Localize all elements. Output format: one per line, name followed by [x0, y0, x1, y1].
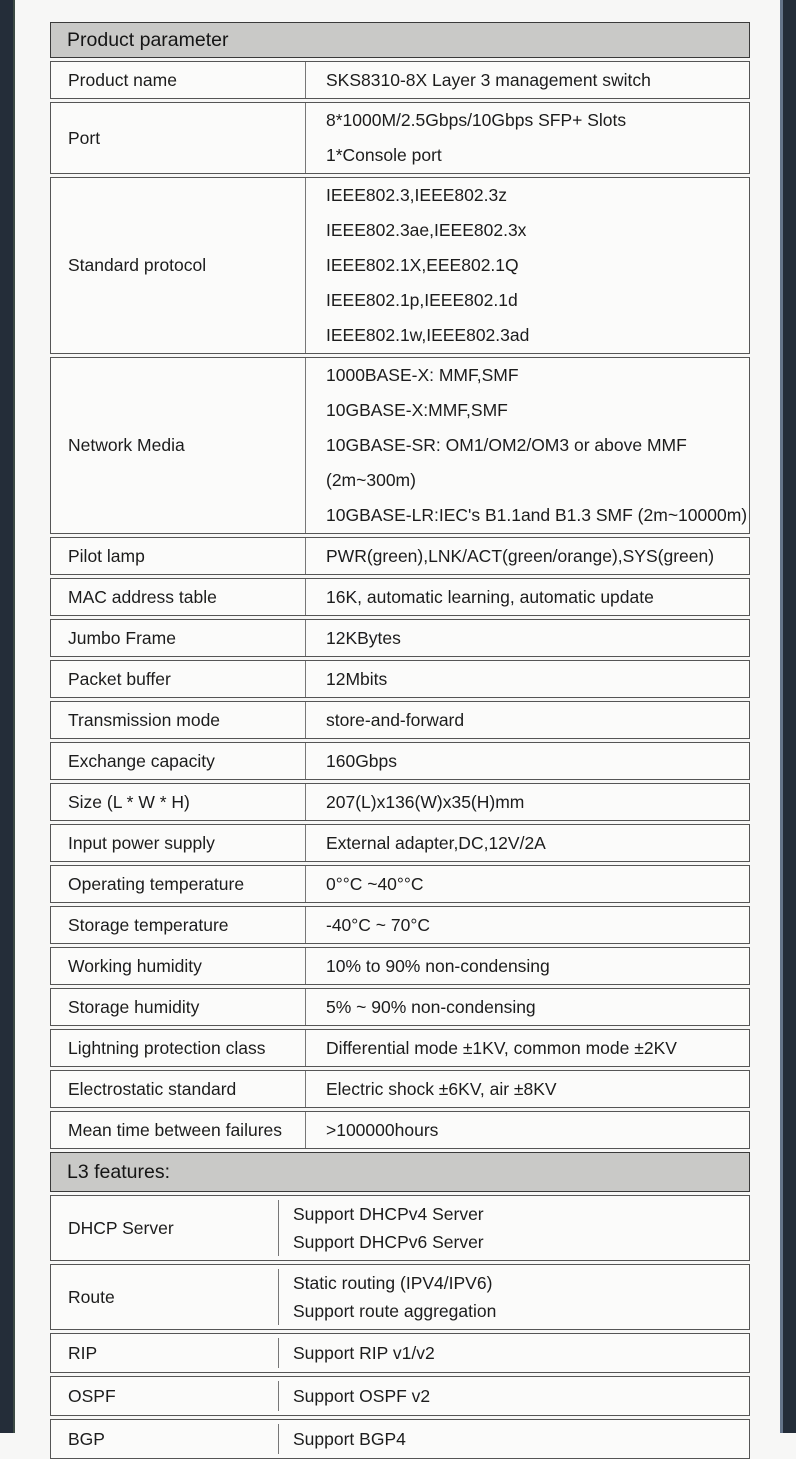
spec-row-value — [279, 1381, 749, 1411]
spec-row-label: Jumbo Frame — [51, 620, 306, 656]
spec-row — [50, 742, 750, 780]
spec-row-label: RIP — [51, 1338, 279, 1368]
spec-value-line: IEEE802.1w,IEEE802.3ad — [326, 325, 530, 345]
spec-row-label: Packet buffer — [51, 661, 306, 697]
spec-value-line: Support DHCPv4 Server — [293, 1204, 484, 1224]
spec-row-value — [306, 1112, 749, 1148]
spec-value-line: Support OSPF v2 — [293, 1386, 431, 1406]
spec-row-value — [306, 579, 749, 615]
spec-value-line: IEEE802.3,IEEE802.3z — [326, 185, 507, 205]
spec-row — [50, 1376, 750, 1416]
spec-row — [50, 537, 750, 575]
spec-value-line: Static routing (IPV4/IPV6) — [293, 1273, 493, 1293]
spec-value-line: IEEE802.3ae,IEEE802.3x — [326, 220, 527, 240]
spec-row-value — [306, 1030, 749, 1066]
l3-features-header: L3 features: — [50, 1152, 750, 1192]
spec-row-label: Storage humidity — [51, 989, 306, 1025]
spec-row — [50, 1333, 750, 1373]
spec-value-line: External adapter,DC,12V/2A — [326, 832, 546, 853]
spec-row-value — [306, 702, 749, 738]
spec-row-value — [306, 825, 749, 861]
spec-row-value — [306, 743, 749, 779]
spec-row-label: Size (L * W * H) — [51, 784, 306, 820]
spec-value-line: 1000BASE-X: MMF,SMF — [326, 365, 519, 385]
spec-row — [50, 865, 750, 903]
spec-row-label: Operating temperature — [51, 866, 306, 902]
spec-value-line: 10% to 90% non-condensing — [326, 955, 550, 976]
spec-row — [50, 1195, 750, 1261]
spec-value-line: 12Mbits — [326, 668, 388, 689]
spec-row-value — [279, 1424, 749, 1454]
spec-value-line: 160Gbps — [326, 750, 398, 771]
product-parameter-header: Product parameter — [50, 22, 750, 58]
spec-row-value — [306, 178, 749, 353]
spec-value-line: 16K, automatic learning, automatic update — [326, 586, 654, 607]
spec-row-value — [306, 989, 749, 1025]
spec-value-line: Electric shock ±6KV, air ±8KV — [326, 1078, 557, 1099]
spec-row-value — [306, 620, 749, 656]
spec-value-line: SKS8310-8X Layer 3 management switch — [326, 69, 651, 90]
spec-row-value — [306, 538, 749, 574]
spec-row-label: DHCP Server — [51, 1200, 279, 1256]
spec-row-label: Storage temperature — [51, 907, 306, 943]
spec-row-value — [306, 62, 749, 98]
spec-row-label: Mean time between failures — [51, 1112, 306, 1148]
spec-row — [50, 1070, 750, 1108]
spec-row — [50, 1419, 750, 1459]
spec-sheet-page — [15, 0, 780, 1449]
spec-row — [50, 177, 750, 354]
spec-value-line: >100000hours — [326, 1119, 439, 1140]
spec-row-value — [306, 784, 749, 820]
spec-row-label: Electrostatic standard — [51, 1071, 306, 1107]
l3-features-rows — [50, 1195, 750, 1459]
spec-row — [50, 1264, 750, 1330]
spec-value-line: 1*Console port — [326, 145, 442, 165]
spec-row-label: Exchange capacity — [51, 743, 306, 779]
spec-row — [50, 824, 750, 862]
spec-value-line: store-and-forward — [326, 709, 465, 730]
spec-value-line: (2m~300m) — [326, 470, 416, 490]
spec-row-label: Standard protocol — [51, 178, 306, 353]
spec-value-line: IEEE802.1X,EEE802.1Q — [326, 255, 519, 275]
spec-row-label: Network Media — [51, 358, 306, 533]
spec-row-label: Pilot lamp — [51, 538, 306, 574]
spec-row — [50, 701, 750, 739]
l3-features-table — [50, 1152, 750, 1459]
spec-value-line: 10GBASE-X:MMF,SMF — [326, 400, 508, 420]
spec-row-value — [306, 661, 749, 697]
spec-row-label: Route — [51, 1269, 279, 1325]
spec-row-label: Product name — [51, 62, 306, 98]
spec-row-label: Input power supply — [51, 825, 306, 861]
spec-row — [50, 102, 750, 174]
spec-row-label: Transmission mode — [51, 702, 306, 738]
spec-value-line: 0°°C ~40°°C — [326, 873, 424, 894]
product-parameter-table — [50, 22, 750, 1149]
left-frame-strip — [0, 0, 15, 1433]
spec-value-line: 10GBASE-SR: OM1/OM2/OM3 or above MMF — [326, 435, 687, 455]
spec-value-line: 8*1000M/2.5Gbps/10Gbps SFP+ Slots — [326, 110, 627, 130]
spec-row — [50, 619, 750, 657]
spec-value-line: Support route aggregation — [293, 1301, 497, 1321]
spec-value-line: Differential mode ±1KV, common mode ±2KV — [326, 1037, 677, 1058]
spec-row-label: OSPF — [51, 1381, 279, 1411]
spec-row — [50, 947, 750, 985]
spec-row — [50, 660, 750, 698]
spec-value-line: Support BGP4 — [293, 1429, 406, 1449]
spec-value-line: -40°C ~ 70°C — [326, 914, 430, 935]
spec-value-line: Support RIP v1/v2 — [293, 1343, 435, 1363]
spec-row — [50, 1029, 750, 1067]
spec-row — [50, 61, 750, 99]
spec-value-line: 5% ~ 90% non-condensing — [326, 996, 536, 1017]
spec-value-line: PWR(green),LNK/ACT(green/orange),SYS(green) — [326, 545, 715, 566]
spec-row-value — [279, 1338, 749, 1368]
spec-value-line: IEEE802.1p,IEEE802.1d — [326, 290, 518, 310]
spec-value-line: 207(L)x136(W)x35(H)mm — [326, 791, 525, 812]
spec-row — [50, 1111, 750, 1149]
spec-row — [50, 988, 750, 1026]
spec-value-line: 12KBytes — [326, 627, 401, 648]
spec-value-line: Support DHCPv6 Server — [293, 1232, 484, 1252]
spec-row — [50, 906, 750, 944]
spec-row — [50, 357, 750, 534]
right-frame-strip — [780, 0, 796, 1433]
spec-row-value — [306, 358, 749, 533]
spec-row-value — [279, 1269, 749, 1325]
spec-row-value — [306, 103, 749, 173]
spec-row-label: Working humidity — [51, 948, 306, 984]
spec-row — [50, 578, 750, 616]
spec-row-value — [279, 1200, 749, 1256]
spec-row-label: Lightning protection class — [51, 1030, 306, 1066]
spec-row-value — [306, 866, 749, 902]
spec-row-label: MAC address table — [51, 579, 306, 615]
spec-row-value — [306, 1071, 749, 1107]
spec-row-label: Port — [51, 103, 306, 173]
spec-row-value — [306, 907, 749, 943]
spec-row — [50, 783, 750, 821]
spec-value-line: 10GBASE-LR:IEC's B1.1and B1.3 SMF (2m~10000m) — [326, 505, 748, 525]
spec-row-label: BGP — [51, 1424, 279, 1454]
spec-row-value — [306, 948, 749, 984]
product-parameter-rows — [50, 61, 750, 1149]
